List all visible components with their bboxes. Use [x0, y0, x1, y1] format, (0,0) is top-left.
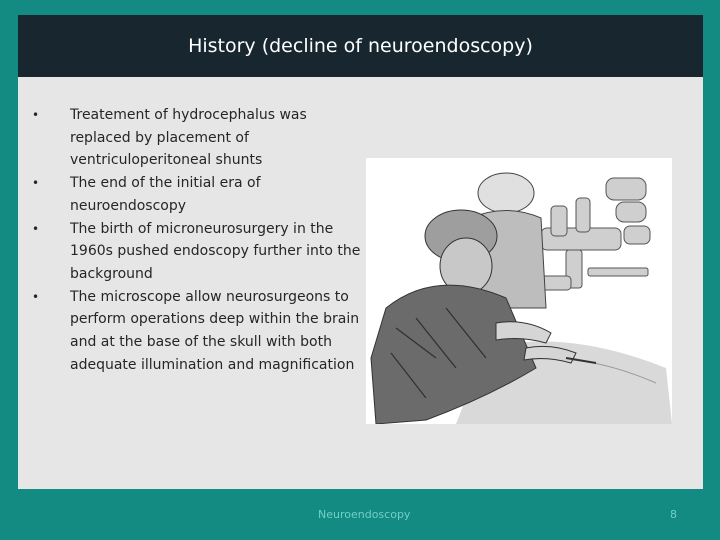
footer-text: Neuroendoscopy	[318, 508, 411, 521]
bullet-icon: •	[32, 289, 40, 304]
page-number: 8	[670, 508, 677, 521]
bullet-text: The end of the initial era of neuroendoscopy	[70, 175, 261, 214]
bullet-icon: •	[32, 221, 40, 236]
bullet-text: The birth of microneurosurgery in the 1960s pushed endoscopy further into the background	[70, 220, 361, 282]
bullet-text: Treatement of hydrocephalus was replaced by placement of ventriculoperitoneal shunts	[70, 107, 307, 169]
bullet-icon: •	[32, 108, 40, 122]
bullet-text: The microscope allow neurosurgeons to perform operations deep within the brain and at the base of the skull with both adequate illumination and magnification	[70, 288, 360, 373]
content-panel	[18, 77, 703, 489]
slide-title: History (decline of neuroendoscopy)	[188, 35, 533, 57]
list-item	[32, 104, 366, 172]
bullet-list	[32, 104, 366, 376]
bullet-icon: •	[32, 176, 40, 191]
list-item	[32, 286, 366, 377]
list-item	[32, 218, 366, 286]
title-bar	[18, 15, 703, 77]
illustration-icon	[366, 158, 672, 424]
surgeons-with-microscope-illustration	[366, 158, 672, 424]
list-item	[32, 172, 366, 217]
